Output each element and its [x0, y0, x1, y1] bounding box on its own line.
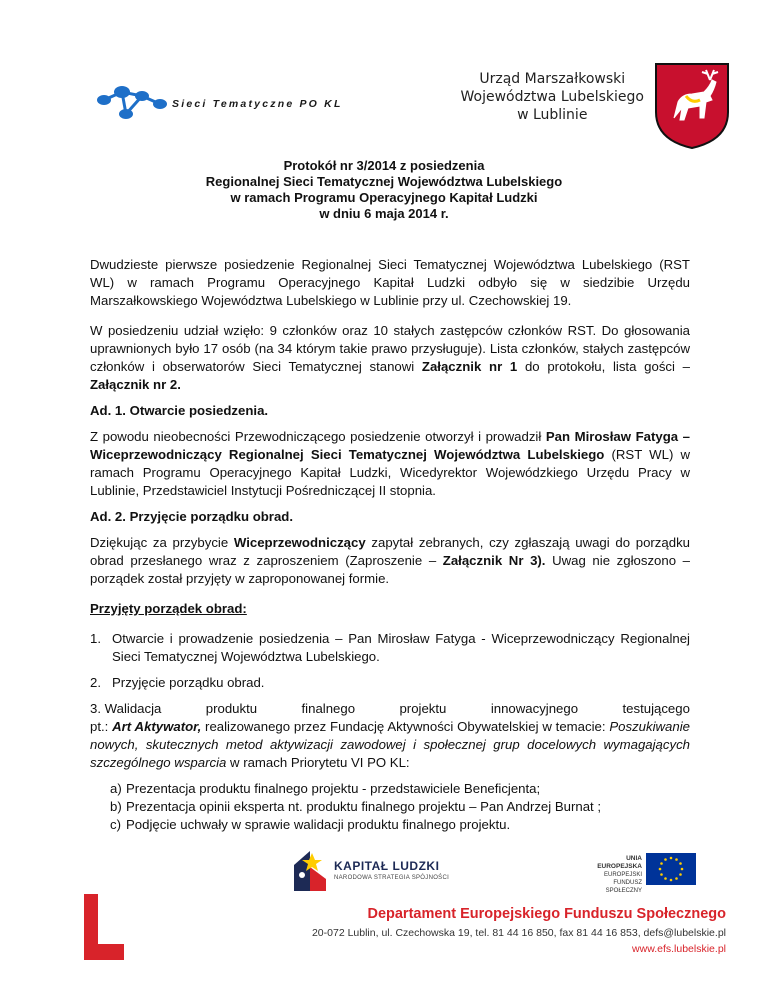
crest-icon [652, 60, 732, 150]
department-info [246, 905, 726, 957]
paragraph-intro: Dwudzieste pierwsze posiedzenie Regionalnej Sieci Tematycznej Województwa Lubelskiego (RST WL) w ramach Programu Operacyjnego Kapitał Ludzki odbyło się w siedzibie Urzędu Marszałkowskiego Województwa Lubelskiego w Lublinie przy ul. Czechowskiej 19. [90, 257, 690, 308]
vice-chair-ref: Wiceprzewodniczący [233, 535, 366, 550]
sub-item-b [110, 798, 690, 816]
institution-line-2: Województwa Lubelskiego [460, 89, 644, 105]
agenda-item-2-num: 2. [90, 675, 101, 690]
sub-item-a-text: Prezentacja produktu finalnego projektu - przedstawiciele Beneficjenta; [126, 781, 541, 796]
agenda-text-3: Uwag nie zgłoszono – porządek został przyjęty w zaproponowanej formie. [90, 553, 691, 586]
paragraph-attendance [90, 322, 690, 394]
title-line-3: w ramach Programu Operacyjnego Kapitał Ludzki [230, 190, 538, 205]
institution-header [412, 60, 732, 150]
eu-line-3: FUNDUSZ SPOŁECZNY [605, 880, 642, 894]
title-line-1: Protokół nr 3/2014 z posiedzenia [283, 158, 485, 173]
section-heading-2: Ad. 2. Przyjęcie porządku obrad. [90, 509, 293, 524]
document-title [0, 158, 768, 222]
agenda-item-3-word: produktu [205, 701, 258, 716]
agenda-item-3-first-line [90, 700, 690, 718]
agenda-item-3-word: finalnego [301, 701, 356, 716]
agenda-item-1-num: 1. [90, 631, 101, 646]
sub-item-c-mark: c) [110, 817, 121, 832]
product-name: Art Aktywator, [112, 719, 202, 734]
network-logo [96, 78, 376, 128]
department-address: 20-072 Lublin, ul. Czechowska 19, tel. 81 44 16 850, fax 81 44 16 853, defs@lubelskie.pl [311, 927, 726, 939]
sub-item-a [110, 780, 690, 798]
eu-line-1: UNIA EUROPEJSKA [597, 855, 642, 870]
kapital-ludzki-icon [290, 847, 330, 893]
attendance-text: W posiedzeniu udział wzięło: 9 członków oraz 10 stałych zastępców członków RST. Do głosowania uprawnionych było 17 osób (na 34 którym takie prawo przysługuje). Lista członków, stałych zastępców członków i obserwatorów Sieci Tematycznej stanowi [90, 323, 690, 374]
agenda-item-3-end: w ramach Priorytetu VI PO KL: [226, 755, 410, 770]
department-website[interactable]: www.efs.lubelskie.pl [632, 943, 726, 955]
agenda-item-1-text: Otwarcie i prowadzenie posiedzenia – Pan Mirosław Fatyga - Wiceprzewodniczący Regionalnej Sieci Tematycznej Województwa Lubelskiego. [112, 631, 690, 664]
agenda-item-3 [90, 700, 690, 772]
agenda-item-2-text: Przyjęcie porządku obrad. [112, 675, 265, 690]
agenda-item-2 [90, 674, 690, 692]
institution-line-3: w Lublinie [517, 107, 588, 123]
agenda-list [90, 630, 690, 692]
eu-flag-icon [646, 853, 696, 885]
eu-logo-text [580, 855, 642, 895]
agenda-item-3-text [90, 718, 690, 772]
paragraph-agenda-adoption [90, 534, 690, 588]
agenda-item-1 [90, 630, 690, 666]
section-heading-1: Ad. 1. Otwarcie posiedzenia. [90, 403, 269, 418]
sub-item-a-mark: a) [110, 781, 122, 796]
agenda-item-3-mid: realizowanego przez Fundację Aktywności Obywatelskiej w temacie: [201, 719, 610, 734]
sub-item-b-text: Prezentacja opinii eksperta nt. produktu finalnego projektu – Pan Andrzej Burnat ; [126, 799, 602, 814]
document-body [90, 256, 690, 834]
agenda-item-3-word: innowacyjnego [490, 701, 579, 716]
eu-line-2: EUROPEJSKI [603, 872, 642, 878]
project-theme: Poszukiwanie nowych, skutecznych metod aktywizacji zawodowej i społecznej grup docelowych wymagających szczególnego wsparcia [90, 719, 690, 770]
attachment-2-ref: Załącznik nr 2. [90, 377, 181, 392]
institution-name [461, 70, 644, 124]
sub-item-c-text: Podjęcie uchwały w sprawie walidacji produktu finalnego projektu. [126, 817, 511, 832]
sub-item-c [110, 816, 690, 834]
agenda-sublist [90, 780, 690, 834]
agenda-item-3-word: 3. Walidacja [90, 701, 162, 716]
opening-text: Z powodu nieobecności Przewodniczącego posiedzenie otworzył i prowadził [90, 429, 546, 444]
attachment-1-ref: Załącznik nr 1 [421, 359, 518, 374]
department-name: Departament Europejskiego Funduszu Społecznego [367, 906, 726, 922]
attendance-text-2: do protokołu, lista gości – [517, 359, 690, 374]
title-line-2: Regionalnej Sieci Tematycznej Województwa Lubelskiego [205, 174, 563, 189]
eu-logo [580, 853, 700, 893]
lubelskie-l-icon [80, 892, 126, 962]
kapital-ludzki-subtitle: NARODOWA STRATEGIA SPÓJNOŚCI [334, 875, 450, 881]
attachment-3-ref: Załącznik Nr 3). [442, 553, 546, 568]
agenda-text-2: zapytał zebranych, czy zgłaszają uwagi do porządku obrad przesłanego wraz z zaproszeniem (Zaproszenie – [90, 535, 690, 568]
opening-text-2: (RST WL) w ramach Programu Operacyjnego Kapitał Ludzki, Wicedyrektor Wojewódzkiego Urzędu Pracy w Lublinie, Przedstawiciel Instytucji Pośredniczącej II stopnia. [90, 447, 690, 498]
network-logo-text: Sieci Tematyczne PO KL [172, 98, 343, 110]
agenda-heading: Przyjęty porządek obrad: [90, 601, 247, 616]
kapital-ludzki-title: KAPITAŁ LUDZKI [334, 859, 440, 873]
agenda-item-3-prefix: pt.: [90, 719, 113, 734]
paragraph-opening [90, 428, 690, 500]
agenda-item-3-word: projektu [399, 701, 447, 716]
sub-item-b-mark: b) [110, 799, 122, 814]
network-nodes-icon [96, 82, 170, 124]
agenda-item-3-word: testującego [622, 701, 690, 716]
title-line-4: w dniu 6 maja 2014 r. [319, 206, 449, 221]
agenda-text: Dziękując za przybycie [90, 535, 234, 550]
institution-line-1: Urząd Marszałkowski [479, 71, 626, 87]
kapital-ludzki-logo [290, 847, 490, 893]
chair-name: Pan Mirosław Fatyga – Wiceprzewodniczący Regionalnej Sieci Tematycznej Województwa Lubelskiego [90, 429, 690, 462]
